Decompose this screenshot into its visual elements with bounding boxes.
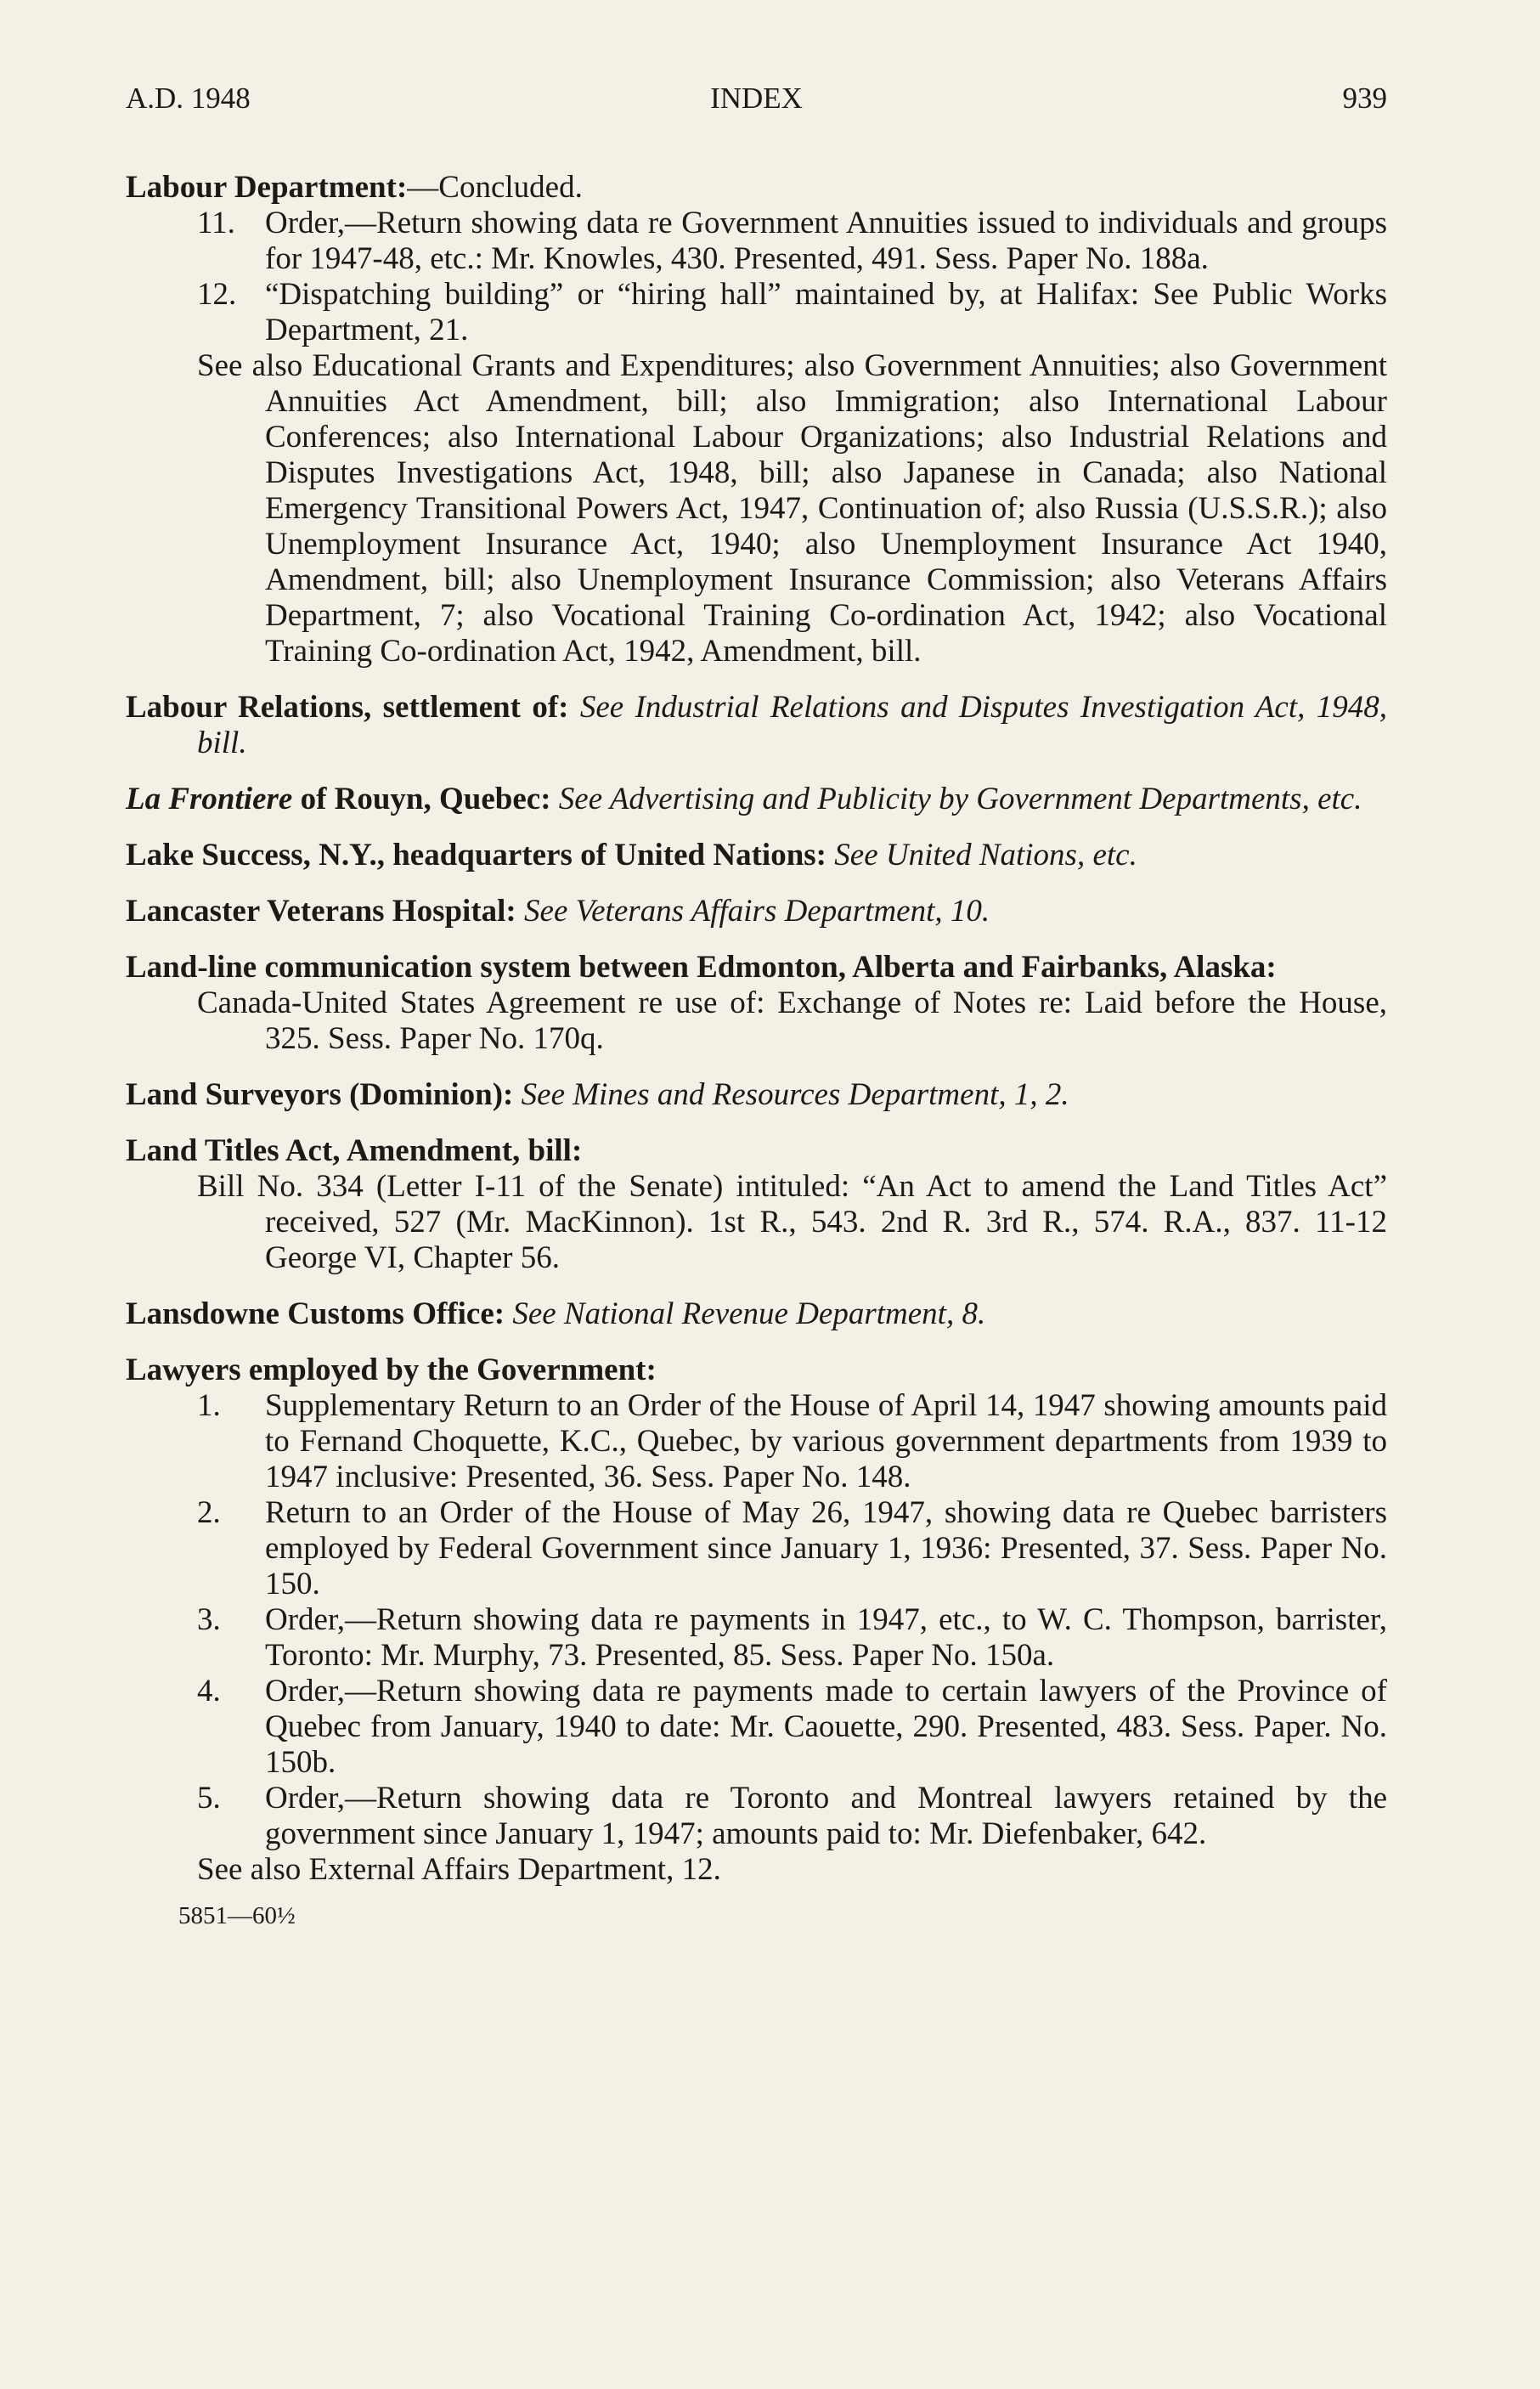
list-item xyxy=(126,1388,1387,1495)
entry-reference: See Advertising and Publicity by Government Departments, etc. xyxy=(550,782,1362,816)
item-text: “Dispatching building” or “hiring hall” maintained by, at Halifax: See Public Works Department, 21. xyxy=(265,277,1387,347)
header-title: INDEX xyxy=(710,82,803,115)
entry-reference: See Industrial Relations and Disputes Investigation Act, 1948, bill. xyxy=(197,690,1387,760)
entry-heading: Lake Success, N.Y., headquarters of United Nations: xyxy=(126,838,827,873)
entry-heading: of Rouyn, Quebec: xyxy=(292,782,551,816)
item-text: Order,—Return showing data re Toronto and Montreal lawyers retained by the government since January 1, 1947; amounts paid to: Mr. Diefenbaker, 642. xyxy=(265,1781,1387,1851)
entry-reference: See Veterans Affairs Department, 10. xyxy=(516,894,990,929)
item-number: 4. xyxy=(197,1674,221,1708)
entry-lake-success xyxy=(126,838,1387,873)
see-also-text: See also Educational Grants and Expenditures; also Government Annuities; also Government Annuities Act Amendment, bill; also Immigration; also International Labour Conferences; also International Labour Organizations; also Industrial Relations and Disputes Investigations Act, 1948, bill; also Japanese in Canada; also National Emergency Transitional Powers Act, 1947, Continuation of; also Russia (U.S.S.R.); also Unemployment Insurance Act, 1940; also Unemployment Insurance Act 1940, Amendment, bill; also Unemployment Insurance Commission; also Veterans Affairs Department, 7; also Vocational Training Co-ordination Act, 1942; also Vocational Training Co-ordination Act, 1942, Amendment, bill. xyxy=(197,348,1387,669)
entry-lawyers xyxy=(126,1353,1387,1888)
item-text: Return to an Order of the House of May 26, 1947, showing data re Quebec barristers employed by Federal Government since January 1, 1936: Presented, 37. Sess. Paper No. 150. xyxy=(265,1495,1387,1601)
entry-heading: Land Surveyors (Dominion): xyxy=(126,1077,514,1112)
item-text: Supplementary Return to an Order of the House of April 14, 1947 showing amounts paid to Fernand Choquette, K.C., Quebec, by various government departments from 1939 to 1947 inclusive: Presented, 36. Sess. Paper No. 148. xyxy=(265,1388,1387,1494)
item-number: 5. xyxy=(197,1781,221,1816)
page-header xyxy=(126,82,1387,127)
entry-reference: See National Revenue Department, 8. xyxy=(505,1296,986,1331)
item-text: Order,—Return showing data re payments in 1947, etc., to W. C. Thompson, barrister, Toronto: Mr. Murphy, 73. Presented, 85. Sess. Paper No. 150a. xyxy=(265,1602,1387,1673)
entry-detail: Bill No. 334 (Letter I-11 of the Senate) intituled: “An Act to amend the Land Titles Act” received, 527 (Mr. MacKinnon). 1st R., 543. 2nd R. 3rd R., 574. R.A., 837. 11-12 George VI, Chapter 56. xyxy=(197,1169,1387,1275)
list-item xyxy=(126,1602,1387,1674)
printer-signature: 5851—60½ xyxy=(178,1902,296,1929)
item-text: Order,—Return showing data re payments made to certain lawyers of the Province of Quebec from January, 1940 to date: Mr. Caouette, 290. Presented, 483. Sess. Paper. No. 150b. xyxy=(265,1674,1387,1780)
entry-reference: See Mines and Resources Department, 1, 2. xyxy=(513,1077,1069,1112)
entry-reference: See United Nations, etc. xyxy=(826,838,1137,873)
entry-heading: Land-line communication system between Edmonton, Alberta and Fairbanks, Alaska: xyxy=(126,950,1277,985)
entry-heading: Labour Department: xyxy=(126,170,408,205)
item-number: 11. xyxy=(197,206,235,240)
entry-heading: Lansdowne Customs Office: xyxy=(126,1296,505,1331)
entry-heading: Land Titles Act, Amendment, bill: xyxy=(126,1133,583,1168)
entry-land-line xyxy=(126,950,1387,1057)
entry-heading-line xyxy=(126,170,1387,206)
entry-land-surveyors xyxy=(126,1077,1387,1113)
header-year: A.D. 1948 xyxy=(126,82,251,115)
item-number: 1. xyxy=(197,1388,221,1423)
page-number: 939 xyxy=(1342,82,1387,115)
entry-heading: Lawyers employed by the Government: xyxy=(126,1353,657,1387)
entry-labour-relations xyxy=(126,690,1387,761)
entry-heading: Labour Relations, settlement of: xyxy=(126,690,569,725)
entry-labour-department xyxy=(126,170,1387,669)
entry-heading-italic: La Frontiere xyxy=(126,782,293,816)
index-content xyxy=(126,170,1387,1934)
entry-lansdowne-customs xyxy=(126,1296,1387,1332)
entry-heading: Lancaster Veterans Hospital: xyxy=(126,894,516,929)
item-number: 12. xyxy=(197,277,237,312)
item-text: Order,—Return showing data re Government Annuities issued to individuals and groups for 1947-48, etc.: Mr. Knowles, 430. Presented, 491. Sess. Paper No. 188a. xyxy=(265,206,1387,276)
list-item xyxy=(126,277,1387,348)
entry-la-frontiere xyxy=(126,782,1387,817)
list-item xyxy=(126,1674,1387,1781)
entry-heading-continued: —Concluded. xyxy=(407,170,583,205)
list-item xyxy=(126,206,1387,277)
item-number: 2. xyxy=(197,1495,221,1530)
item-number: 3. xyxy=(197,1602,221,1637)
entry-detail: Canada-United States Agreement re use of: Exchange of Notes re: Laid before the House, 325. Sess. Paper No. 170q. xyxy=(197,986,1387,1056)
list-item xyxy=(126,1495,1387,1602)
entry-lancaster-hospital xyxy=(126,894,1387,929)
entry-land-titles-act xyxy=(126,1133,1387,1276)
list-item xyxy=(126,1781,1387,1852)
see-also-text: See also External Affairs Department, 12. xyxy=(197,1852,721,1887)
